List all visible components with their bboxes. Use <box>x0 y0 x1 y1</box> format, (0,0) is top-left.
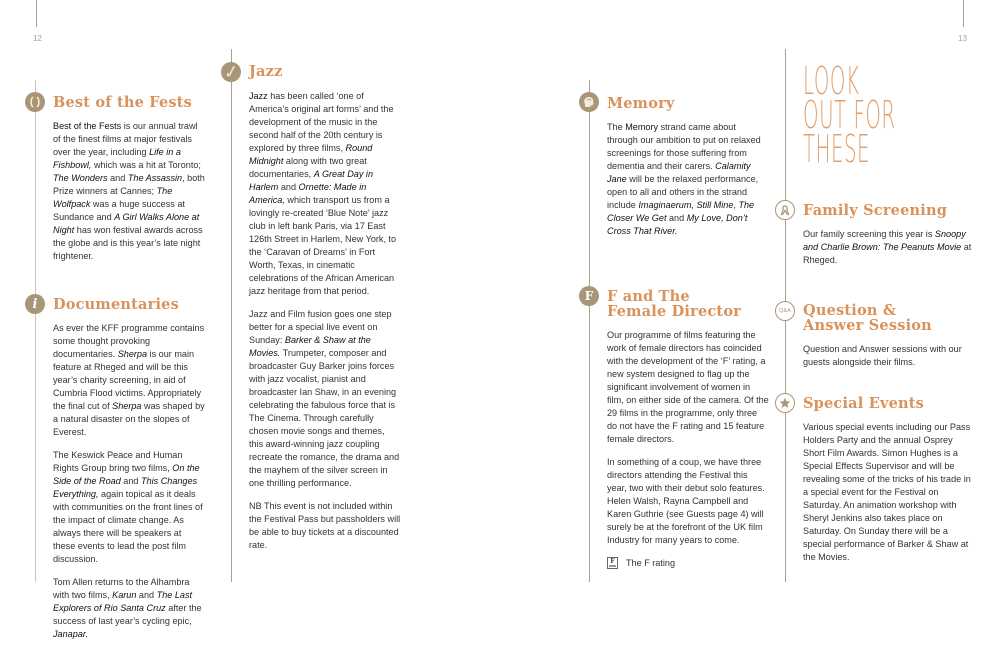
body-paragraph <box>803 228 975 267</box>
section-title: Best of the Fests <box>53 94 193 111</box>
body-text: after the success of last year’s cycling epic, <box>53 603 202 626</box>
body-text: As ever the KFF programme contains some thought provoking documentaries. <box>53 323 205 359</box>
strand-name-text: Best of the Fests <box>53 121 122 131</box>
body-text: will be the relaxed performance, open to all and others in the strand include <box>607 174 759 210</box>
head-brain-icon <box>579 92 599 112</box>
body-paragraph <box>803 421 975 564</box>
qa-icon: Q&A <box>775 301 795 321</box>
body-paragraph <box>53 120 205 263</box>
body-text: has won festival awards across the globe and is this year’s late night frightener. <box>53 225 203 261</box>
section-body <box>607 329 769 547</box>
section-title: Special Events <box>803 395 925 412</box>
section-f-and-female-director <box>579 286 769 569</box>
body-paragraph <box>607 456 769 547</box>
title-line-3: THESE <box>803 127 871 171</box>
body-paragraph <box>249 500 401 552</box>
film-title-text: Barker & Shaw at the Movies. <box>249 335 371 358</box>
film-title-text: Ornette: Made in America, <box>249 182 367 205</box>
body-paragraph <box>803 343 975 369</box>
body-text: The <box>607 122 626 132</box>
film-title-text: The Last Explorers of Rio Santa Cruz <box>53 590 193 613</box>
body-text: and <box>107 173 128 183</box>
body-paragraph <box>607 329 769 446</box>
section-title <box>607 286 769 319</box>
page-13-top-rule <box>963 0 964 27</box>
section-title: Jazz <box>249 63 283 80</box>
body-paragraph <box>53 576 205 641</box>
section-title: Memory <box>607 95 675 112</box>
section-title: Documentaries <box>53 296 179 313</box>
ribbon-icon <box>775 200 795 220</box>
body-paragraph <box>53 322 205 439</box>
section-title <box>803 301 975 333</box>
body-text: NB This event is not included within the Festival Pass but passholders will be able to buy tickets at a discounted rate. <box>249 501 401 550</box>
film-title-text: Calamity Jane <box>607 161 751 184</box>
film-title-text: This Changes Everything, <box>53 476 198 499</box>
section-body <box>803 228 975 267</box>
body-text: , <box>733 200 739 210</box>
column-1 <box>25 92 205 651</box>
section-title-line-2: Answer Session <box>803 317 932 334</box>
film-title-text: A Great Day in Harlem <box>249 169 374 192</box>
section-body <box>53 322 205 641</box>
body-text: which transport us from a lovingly re-created ‘Blue Note’ jazz club in left bank Paris, via 17 East 126th Street in Harlem, New York, to the ‘Caravan of Dreams’ in Fort Worth, Texas, in cinematic celebrations of the African American jazz heritage from that period. <box>249 195 397 296</box>
title-line-2: OUT FOR <box>803 93 896 137</box>
body-text: which was a hit at Toronto; <box>91 160 201 170</box>
page-number-right: 13 <box>958 34 967 43</box>
strand-name-text: Memory <box>625 122 659 132</box>
body-text: at Rheged. <box>803 242 972 265</box>
f-rating-legend-label: The F rating <box>626 558 676 568</box>
film-title-text: The Closer We Get <box>607 200 755 223</box>
section-title-line-1: F and The <box>607 288 690 305</box>
section-body <box>607 121 769 238</box>
film-title-text: On the Side of the Road <box>53 463 200 486</box>
film-title-text: My Love, Don’t Cross That River. <box>607 213 748 236</box>
star-icon <box>775 393 795 413</box>
body-text: is our main feature at Rheged and will be this year’s charity screening, in aid of Cumbria Flood victims. Appropriately the final cut of <box>53 349 202 411</box>
section-title-line-1: Question & <box>803 302 897 319</box>
section-body <box>803 343 975 369</box>
f-rating-legend <box>607 557 769 569</box>
section-family-screening <box>775 200 975 267</box>
film-reel-icon <box>25 92 45 112</box>
body-text: Our family screening this year is <box>803 229 935 239</box>
section-documentaries <box>25 294 205 641</box>
section-jazz <box>221 62 401 552</box>
page-number-left: 12 <box>33 34 42 43</box>
film-title-text: Snoopy and Charlie Brown: The Peanuts Movie <box>803 229 966 252</box>
section-special-events <box>775 393 975 564</box>
body-text: , both Prize winners at Cannes; <box>53 173 205 196</box>
body-paragraph <box>249 90 401 298</box>
film-title-text: Janapar. <box>53 629 89 639</box>
body-text: Trumpeter, composer and broadcaster Guy Barker joins forces with jazz vocalist, pianist and broadcaster Ian Shaw, in an evening celebrating the fabulous force that is The Cinema. Through carefully chosen movie songs and themes, this award-winning jazz coupling recreate the romance, the drama and the mayhem of the silver screen in one thrilling performance. <box>249 348 400 488</box>
body-text: again topical as it deals with communities on the front lines of the impact of climate change. As always there will be speakers at these events to lead the post film discussion. <box>53 489 203 564</box>
column-4 <box>775 59 975 574</box>
section-title: Family Screening <box>803 202 948 219</box>
body-text: and <box>666 213 687 223</box>
body-text: Tom Allen returns to the Alhambra with two films, <box>53 577 190 600</box>
saxophone-icon <box>221 62 241 82</box>
section-qa <box>775 301 975 369</box>
film-title-text: The Wolfpack <box>53 186 173 209</box>
column-2 <box>221 62 401 562</box>
body-text: Jazz and Film fusion goes one step better for a special live event on Sunday: <box>249 309 392 345</box>
body-text: was a huge success at Sundance and <box>53 199 185 222</box>
section-body <box>249 90 401 552</box>
body-text: Our programme of films featuring the work of female directors has coincided with the development of the ‘F’ rating, a new system designed to flag up the significant involvement of women in film, on either side of the camera. Of the 29 films in the programme, only three do not have the F rating and 15 feature female directors. <box>607 330 769 444</box>
body-text: Various special events including our Pass Holders Party and the annual Osprey Short Film Awards. Simon Hughes is a Special Effects Supervisor and will be revealing some of the tricks of his trade in a special event for the Festival on Saturday. An animation workshop with Sheryl Jenkins also takes place on Saturday. On Sunday there will be a special performance of Barker & Shaw at the Movies. <box>803 422 971 562</box>
body-text: was shaped by a natural disaster on the slopes of Everest. <box>53 401 205 437</box>
body-text: and <box>136 590 157 600</box>
look-out-for-these-title <box>803 59 896 171</box>
strand-name-text: Jazz <box>249 91 268 101</box>
body-paragraph <box>249 308 401 490</box>
film-title-text: Imaginaerum, Still Mine <box>638 200 734 210</box>
f-rating-icon: F <box>579 286 599 306</box>
film-title-text: Life in a Fishbowl, <box>53 147 181 170</box>
body-text: and <box>120 476 141 486</box>
section-body <box>53 120 205 263</box>
title-line-1: LOOK <box>803 59 860 103</box>
f-rating-badge-icon: F <box>607 557 618 569</box>
film-title-text: Karun <box>112 590 137 600</box>
body-paragraph <box>53 449 205 566</box>
body-text: along with two great documentaries, <box>249 156 367 179</box>
section-title-line-2: Female Director <box>607 303 742 320</box>
column-3 <box>579 92 769 569</box>
body-text: strand came about through our ambition to put on relaxed screenings for those suffering from dementia and their carers. <box>607 122 761 171</box>
body-text: Question and Answer sessions with our guests alongside their films. <box>803 344 962 367</box>
section-memory <box>579 92 769 238</box>
film-title-text: Sherpa <box>112 401 142 411</box>
body-text: and <box>278 182 299 192</box>
body-paragraph <box>607 121 769 238</box>
section-body <box>803 421 975 564</box>
film-title-text: Round Midnight <box>249 143 373 166</box>
film-title-text: The Wonders <box>53 173 108 183</box>
page-12-top-rule <box>36 0 37 27</box>
info-icon: i <box>25 294 45 314</box>
body-text: is our annual trawl of the finest films at major festivals over the year, including <box>53 121 198 157</box>
film-title-text: A Girl Walks Alone at Night <box>53 212 200 235</box>
film-title-text: Sherpa <box>117 349 148 359</box>
body-text: In something of a coup, we have three directors attending the Festival this year, two with their debut solo features. Helen Walsh, Rayna Campbell and Karen Guthrie (see Guests page 4) will surely be at the forefront of the UK film Industry for many years to come. <box>607 457 765 545</box>
body-text: has been called ‘one of America’s original art forms’ and the development of the music in the second half of the 20th century is explored by three films, <box>249 91 394 153</box>
section-best-of-fests <box>25 92 205 263</box>
film-title-text: The Assassin <box>127 173 183 183</box>
body-text: The Keswick Peace and Human Rights Group bring two films, <box>53 450 183 473</box>
